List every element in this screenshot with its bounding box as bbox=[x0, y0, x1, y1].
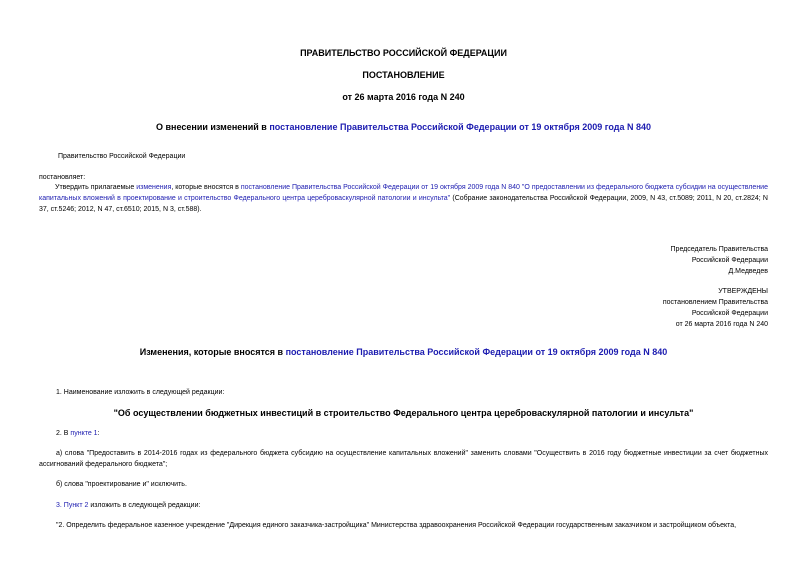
changes-link[interactable]: постановление Правительства Российской Федерации от 19 октября 2009 года N 840 bbox=[285, 347, 668, 357]
changes-prefix: Изменения, которые вносятся в bbox=[139, 347, 286, 357]
p1-decree-link[interactable]: постановление Правительства Российской Федерации от 19 октября 2009 года N 840 "О предоставлении из федерального бюджета субсидии на осуществление капитальных вложений в проектирование и строительство Федерального центра цереброваскулярной патологии и инсульта" bbox=[39, 184, 768, 202]
item-1: 1. Наименование изложить в следующей редакции: bbox=[56, 389, 225, 396]
p1-mid-text: , которые вносятся в bbox=[171, 184, 241, 191]
item-2-link[interactable]: пункте 1 bbox=[70, 430, 98, 437]
changes-title bbox=[0, 347, 807, 357]
document-date: от 26 марта 2016 года N 240 bbox=[342, 92, 465, 102]
item-2 bbox=[56, 428, 100, 439]
new-title-quote: "Об осуществлении бюджетных инвестиций в строительство Федерального центра цереброваскулярной патологии и инсульта" bbox=[113, 408, 694, 418]
document-type: ПОСТАНОВЛЕНИЕ bbox=[362, 70, 445, 80]
approved-line3: Российской Федерации bbox=[691, 310, 768, 317]
signature-block bbox=[568, 244, 768, 277]
signature-line3: Д.Медведев bbox=[728, 268, 768, 275]
signature-line1: Председатель Правительства bbox=[670, 246, 768, 253]
item-3 bbox=[56, 500, 200, 511]
p1-end-text: (Собрание законодательства Российской Федерации, 2009, N 43, ст.5089; 2011, N 20, ст.2824; N 37, ст.5246; 2012, N 47, ст.6510; 2015, N 3, ст.588). bbox=[39, 195, 768, 213]
approved-line1: УТВЕРЖДЕНЫ bbox=[718, 288, 768, 295]
intro-paragraph bbox=[39, 182, 768, 215]
p1-text: Утвердить прилагаемые bbox=[55, 184, 137, 191]
document-title bbox=[0, 122, 807, 132]
government-heading: ПРАВИТЕЛЬСТВО РОССИЙСКОЙ ФЕДЕРАЦИИ bbox=[300, 48, 507, 58]
item-3-link[interactable]: 3. Пункт 2 bbox=[56, 502, 89, 509]
p1-changes-link[interactable]: изменения bbox=[136, 184, 172, 191]
intro-government: Правительство Российской Федерации bbox=[58, 153, 186, 160]
title-link[interactable]: постановление Правительства Российской Федерации от 19 октября 2009 года N 840 bbox=[269, 122, 651, 132]
item-2a: а) слова "Предоставить в 2014-2016 годах из федерального бюджета субсидию на осуществление капитальных вложений" заменить словами "Осуществить в 2016 году бюджетные инвестиции за счет бюджетных ассигнований федерального бюджета"; bbox=[39, 450, 768, 468]
approved-line2: постановлением Правительства bbox=[662, 299, 768, 306]
item-2b: б) слова "проектирование и" исключить. bbox=[56, 481, 187, 488]
signature-line2: Российской Федерации bbox=[691, 257, 768, 264]
item-2-suffix: : bbox=[97, 430, 100, 437]
title-prefix: О внесении изменений в bbox=[156, 122, 270, 132]
approved-line4: от 26 марта 2016 года N 240 bbox=[675, 321, 768, 328]
intro-decrees: постановляет: bbox=[39, 174, 86, 181]
item-3-suffix: изложить в следующей редакции: bbox=[88, 502, 201, 509]
item-3-quote: "2. Определить федеральное казенное учреждение "Дирекция единого заказчика-застройщика" Министерства здравоохранения Российской Федерации государственным заказчиком и застройщиком объекта, bbox=[56, 522, 737, 529]
approved-block bbox=[568, 286, 768, 330]
item-2-prefix: 2. В bbox=[56, 430, 71, 437]
